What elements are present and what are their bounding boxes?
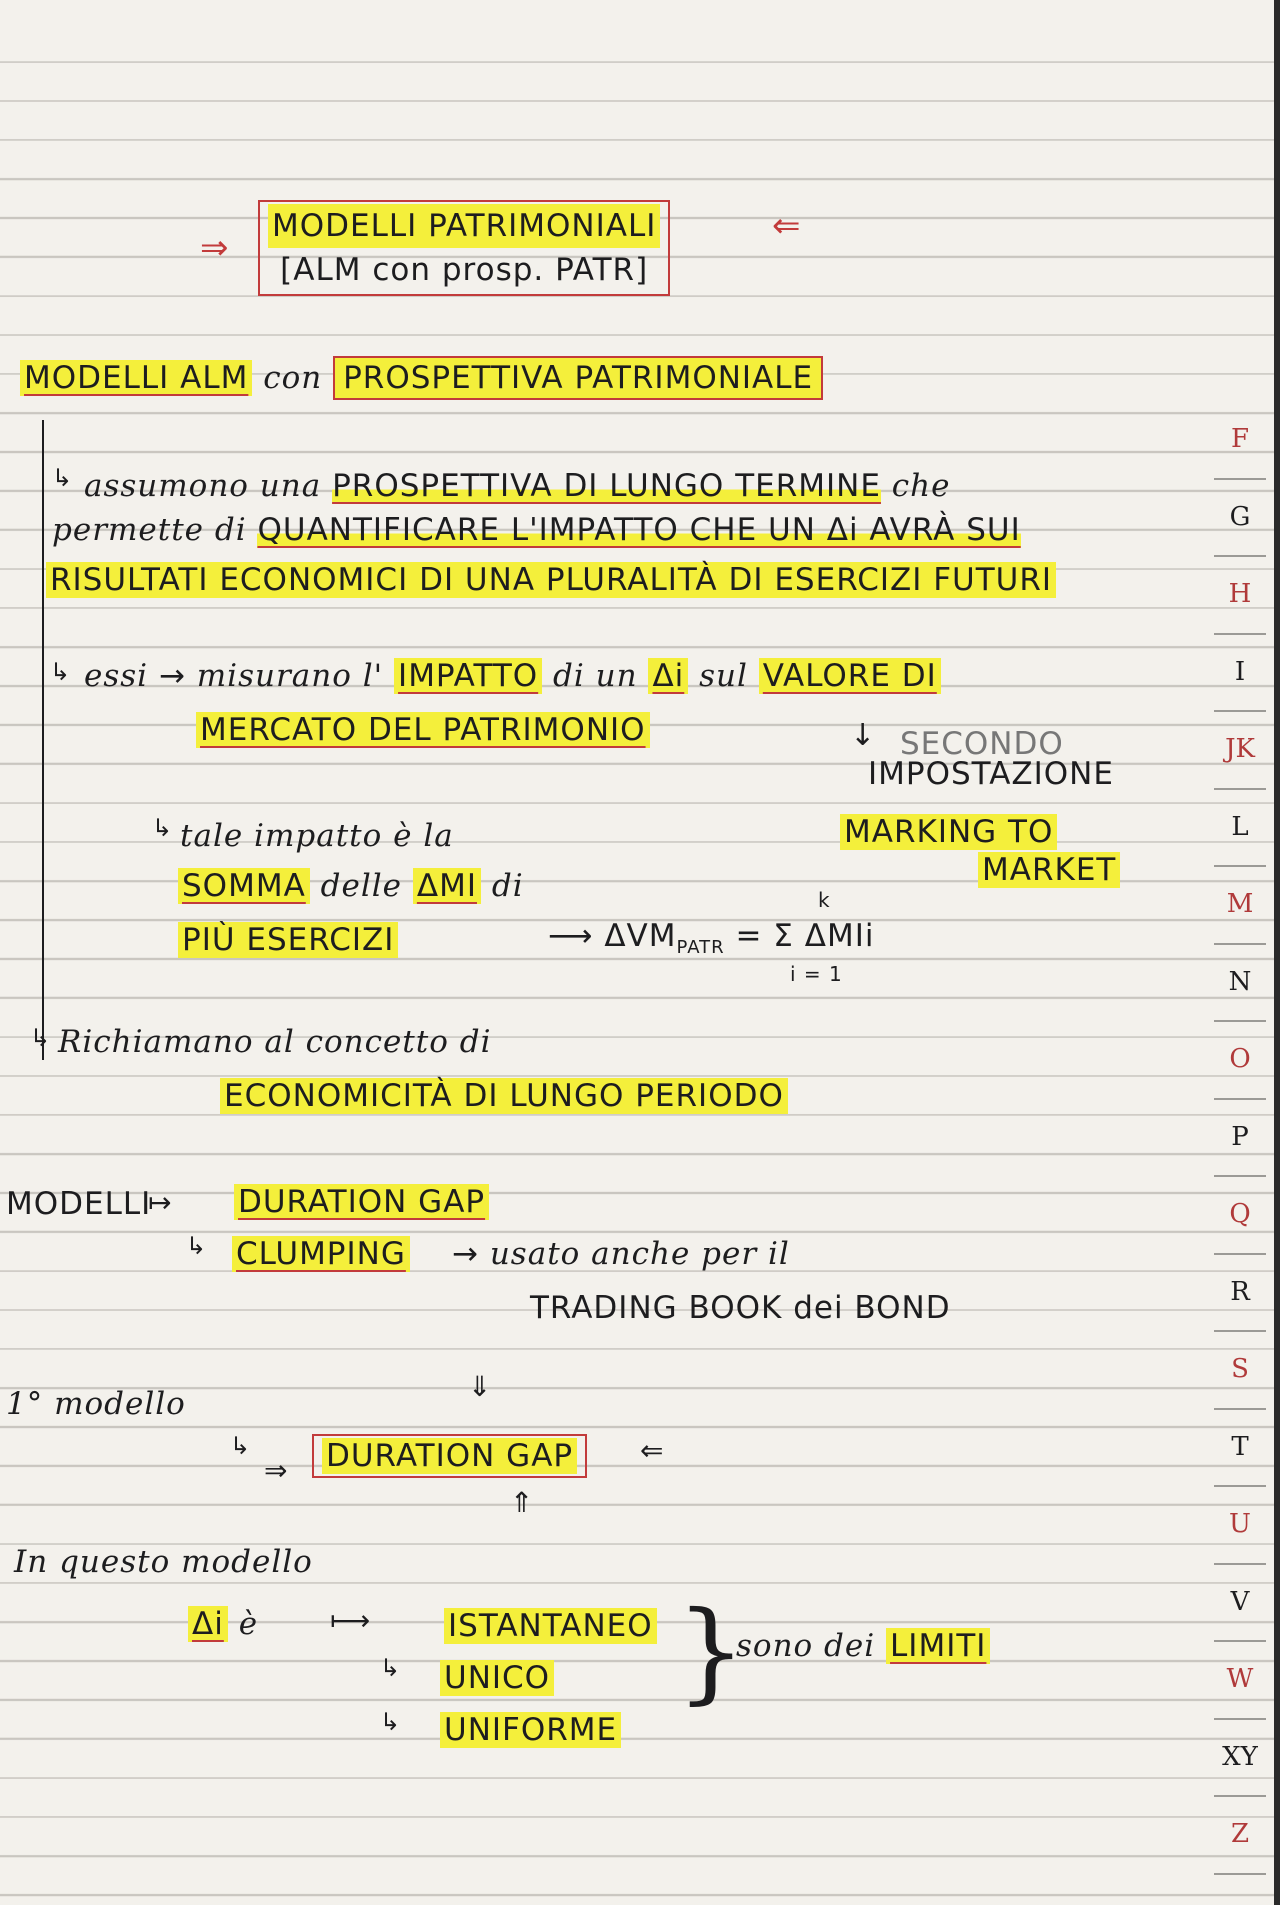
point1-line1: assumono una PROSPETTIVA DI LUNGO TERMINE che: [84, 468, 951, 504]
long-arrow-icon: ⟶: [548, 918, 594, 954]
first-model-label: 1° modello: [6, 1386, 186, 1422]
index-tab-q[interactable]: Q: [1214, 1177, 1266, 1255]
models-label: MODELLI: [6, 1186, 152, 1222]
down-arrow-icon: ↓: [850, 718, 876, 753]
point1-line2: permette di QUANTIFICARE L'IMPATTO CHE UN Δi AVRÀ SUI: [52, 512, 1021, 548]
bullet-arrow-icon: ↳: [52, 464, 73, 492]
side-note-4: MARKET: [978, 852, 1120, 888]
side-note-3: MARKING TO: [840, 814, 1057, 850]
side-note-2: IMPOSTAZIONE: [868, 756, 1114, 792]
clumping-note-2: TRADING BOOK dei BOND: [530, 1290, 951, 1326]
index-tab-m[interactable]: M: [1214, 867, 1266, 945]
subpoint-line1: tale impatto è la: [180, 818, 454, 854]
section-heading: [20, 360, 823, 396]
arrow-icon: →: [452, 1236, 479, 1272]
clumping-note-1: → usato anche per il: [452, 1236, 790, 1272]
first-model-name: DURATION GAP: [312, 1434, 587, 1478]
index-tab-t[interactable]: T: [1214, 1410, 1266, 1488]
bullet-arrow-icon: ↳: [30, 1024, 51, 1052]
index-tab-n[interactable]: N: [1214, 945, 1266, 1023]
subpoint-line2: SOMMA delle ΔMI di: [178, 868, 524, 904]
point3-line2: ECONOMICITÀ DI LUNGO PERIODO: [220, 1078, 788, 1114]
heading-right: PROSPETTIVA PATRIMONIALE: [333, 356, 823, 400]
option-unico: UNICO: [440, 1660, 554, 1696]
index-tab-o[interactable]: O: [1214, 1022, 1266, 1100]
down-double-arrow-icon: ⇓: [468, 1370, 492, 1403]
sum-lower-limit: i = 1: [790, 962, 843, 986]
point2-line2: MERCATO DEL PATRIMONIO: [196, 712, 650, 748]
left-arrow-icon: ⇐: [772, 206, 801, 246]
bullet-arrow-icon: ↳: [152, 814, 173, 842]
index-tab-f[interactable]: F: [1214, 402, 1266, 480]
title-line2: [ALM con prosp. PATR]: [280, 252, 649, 288]
formula: ⟶ $\Delta VM_{PATR} = \Sigma$ ΔMIi: [548, 918, 875, 959]
branch-arrow-icon: ⟼: [330, 1604, 371, 1637]
di-label: Δi è: [188, 1606, 258, 1642]
title-box: [258, 200, 670, 296]
index-tab-u[interactable]: U: [1214, 1487, 1266, 1565]
index-tab-r[interactable]: R: [1214, 1255, 1266, 1333]
index-tab-jk[interactable]: JK: [1214, 712, 1266, 790]
left-double-arrow-icon: ⇐: [640, 1434, 664, 1467]
index-tab-g[interactable]: G: [1214, 480, 1266, 558]
branch-arrow-icon: ↳: [186, 1232, 207, 1260]
branch-arrow-icon: ↦: [148, 1186, 172, 1219]
option-uniforme: UNIFORME: [440, 1712, 621, 1748]
side-note-1: SECONDO: [900, 726, 1064, 762]
subpoint-line3: PIÙ ESERCIZI: [178, 922, 398, 958]
right-arrow-icon: ⇒: [200, 228, 229, 268]
alphabet-index: [1214, 402, 1266, 1875]
bullet-arrow-icon: ↳: [230, 1432, 251, 1460]
bullet-arrow-icon: ↳: [50, 658, 71, 686]
heading-left: MODELLI ALM: [20, 360, 252, 396]
point1-line3: RISULTATI ECONOMICI DI UNA PLURALITÀ DI ESERCIZI FUTURI: [46, 562, 1056, 598]
index-tab-z[interactable]: Z: [1214, 1797, 1266, 1875]
title-line1: MODELLI PATRIMONIALI: [268, 204, 660, 248]
limits-note: sono dei LIMITI: [736, 1628, 990, 1664]
right-brace-icon: }: [676, 1587, 746, 1715]
model-duration-gap: DURATION GAP: [234, 1184, 489, 1220]
right-double-arrow-icon: ⇒: [264, 1454, 288, 1487]
point3-line1: Richiamano al concetto di: [58, 1024, 492, 1060]
sum-upper-limit: k: [818, 888, 831, 912]
index-tab-v[interactable]: V: [1214, 1565, 1266, 1643]
bracket-line: [42, 420, 44, 1060]
index-tab-xy[interactable]: XY: [1214, 1720, 1266, 1798]
page-edge: [1274, 0, 1280, 1905]
model-clumping: CLUMPING: [232, 1236, 410, 1272]
heading-mid: con: [263, 360, 323, 396]
arrow-icon: →: [158, 658, 186, 694]
index-tab-h[interactable]: H: [1214, 557, 1266, 635]
model-intro: In questo modello: [14, 1544, 313, 1580]
option-istantaneo: ISTANTANEO: [444, 1608, 657, 1644]
branch-arrow-icon: ↳: [380, 1654, 401, 1682]
index-tab-w[interactable]: W: [1214, 1642, 1266, 1720]
index-tab-l[interactable]: L: [1214, 790, 1266, 868]
index-tab-i[interactable]: I: [1214, 635, 1266, 713]
index-tab-s[interactable]: S: [1214, 1332, 1266, 1410]
up-double-arrow-icon: ⇑: [510, 1486, 534, 1519]
branch-arrow-icon: ↳: [380, 1708, 401, 1736]
index-tab-p[interactable]: P: [1214, 1100, 1266, 1178]
point2-line1: essi → misurano l' IMPATTO di un Δi sul VALORE DI: [84, 658, 941, 694]
